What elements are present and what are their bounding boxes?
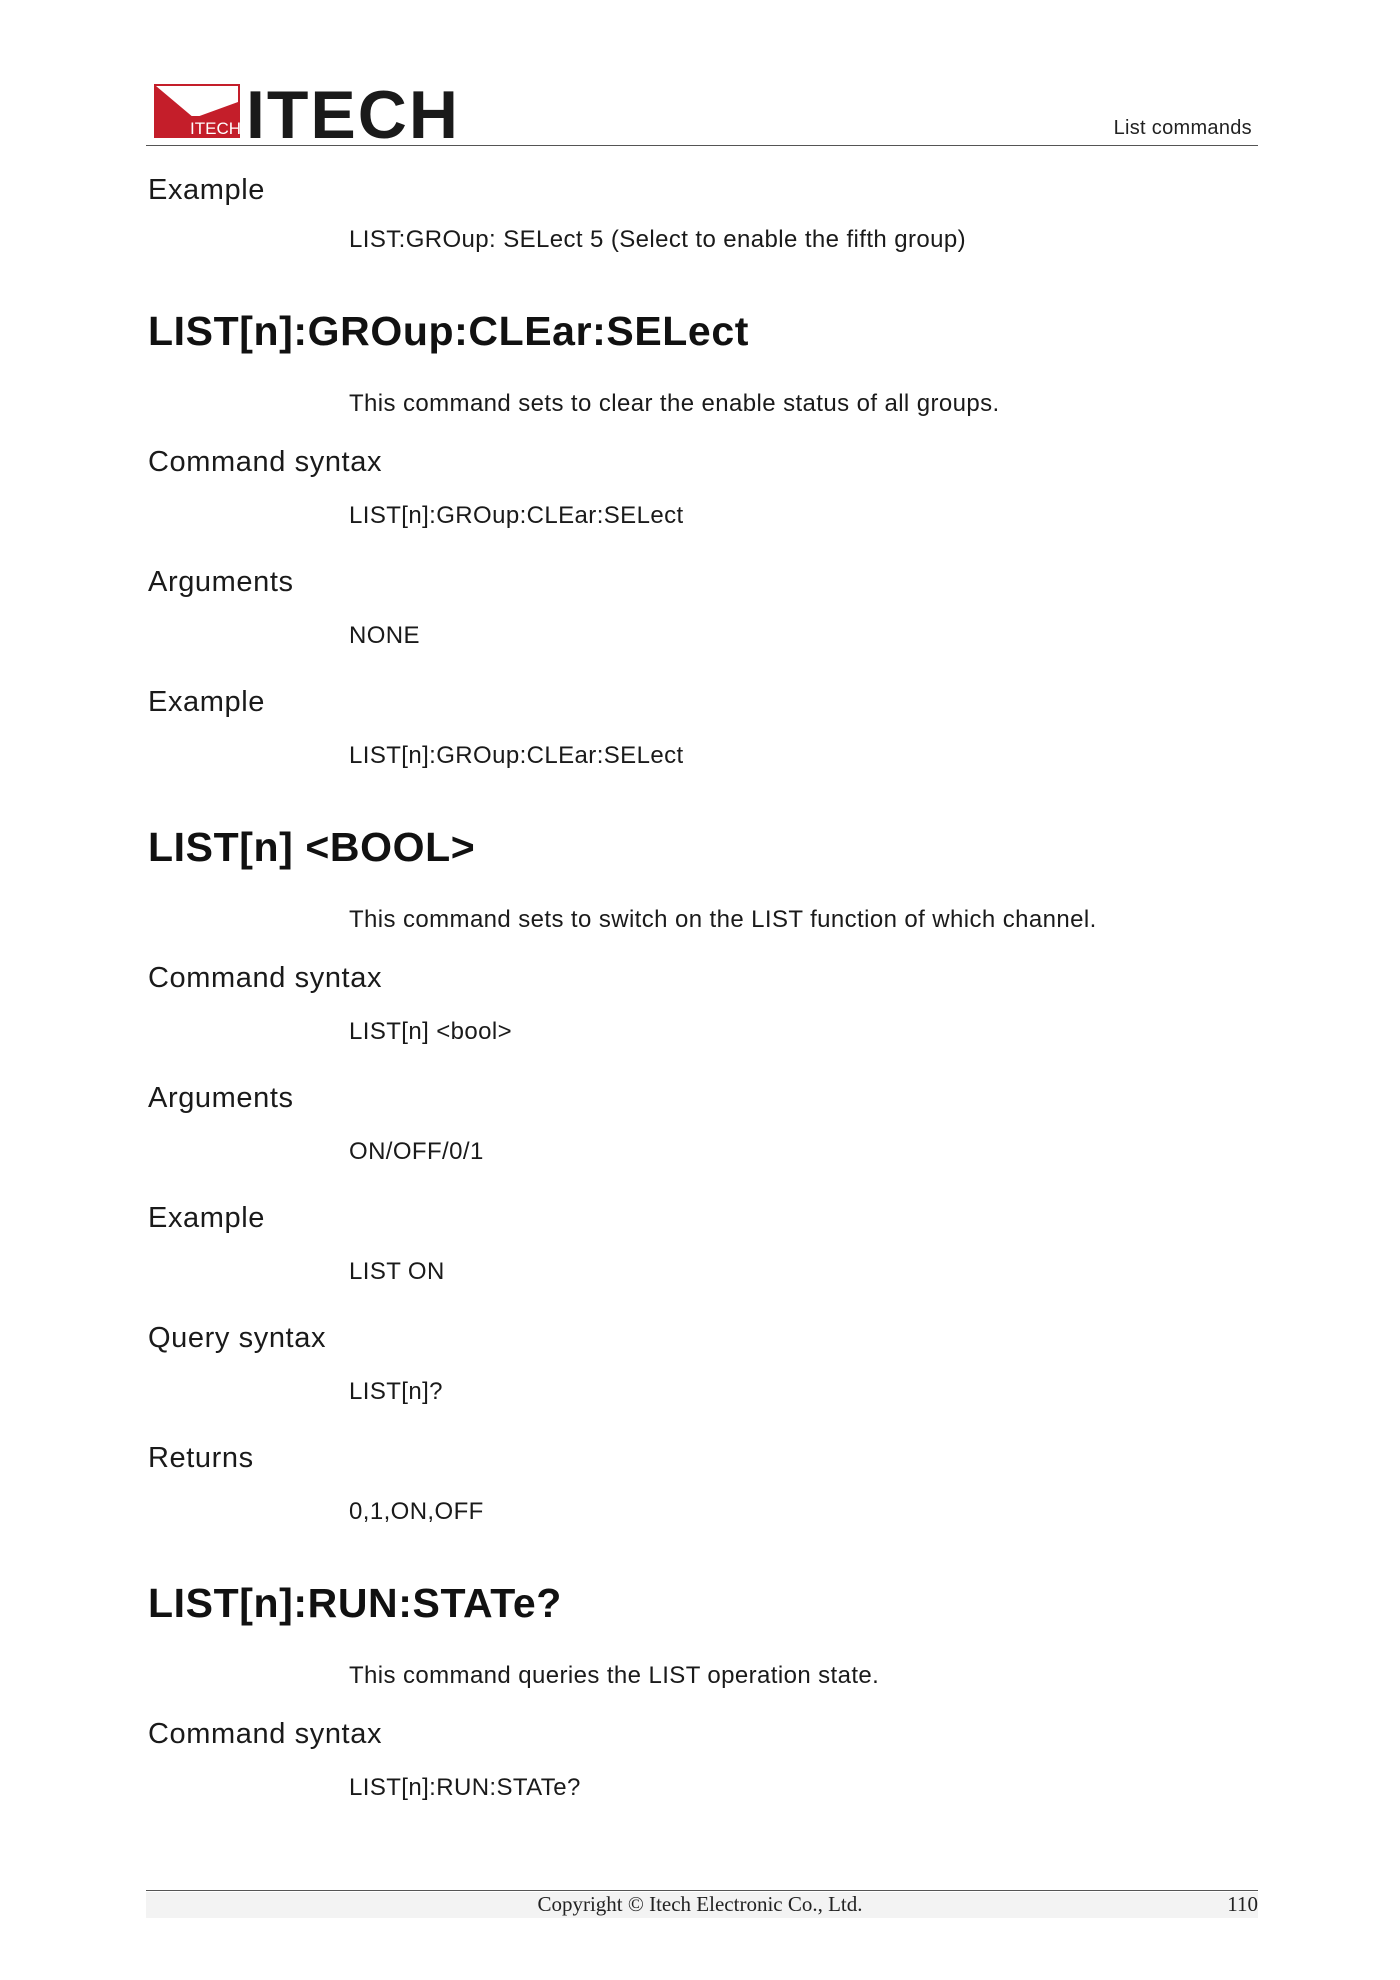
page-number: 110 [1227, 1892, 1258, 1916]
section-label: Arguments [148, 566, 294, 598]
body-text: 0,1,ON,OFF [349, 1498, 484, 1525]
section-label: Command syntax [148, 1718, 383, 1750]
body-text: LIST[n]:GROup:CLEar:SELect [349, 742, 684, 769]
header-section-title: List commands [1113, 117, 1252, 139]
logo-brand-text: ITECH [246, 82, 460, 142]
body-text: LIST:GROup: SELect 5 (Select to enable the fifth group) [349, 226, 966, 253]
body-text: This command queries the LIST operation state. [349, 1662, 880, 1689]
logo-badge-text: ITECH [190, 119, 241, 138]
section-label: Example [148, 1202, 266, 1234]
command-heading: LIST[n]:RUN:STATe? [148, 1580, 562, 1626]
body-text: This command sets to switch on the LIST function of which channel. [349, 906, 1097, 933]
section-label: Arguments [148, 1082, 294, 1114]
body-text: This command sets to clear the enable status of all groups. [349, 390, 1000, 417]
body-text: LIST[n]:GROup:CLEar:SELect [349, 502, 684, 529]
body-text: LIST[n]? [349, 1378, 443, 1405]
section-label: Command syntax [148, 962, 383, 994]
section-label: Example [148, 686, 266, 718]
page-header [146, 82, 1258, 144]
body-text: ON/OFF/0/1 [349, 1138, 484, 1165]
section-label: Query syntax [148, 1322, 327, 1354]
body-text: LIST[n]:RUN:STATe? [349, 1774, 581, 1801]
section-label: Command syntax [148, 446, 383, 478]
command-heading: LIST[n]:GROup:CLEar:SELect [148, 308, 749, 354]
body-text: LIST[n] <bool> [349, 1018, 513, 1045]
header-divider [146, 145, 1258, 146]
body-text: NONE [349, 622, 420, 649]
body-text: LIST ON [349, 1258, 445, 1285]
footer-copyright: Copyright © Itech Electronic Co., Ltd. [537, 1892, 863, 1916]
section-label: Returns [148, 1442, 254, 1474]
itech-logo [154, 82, 474, 142]
command-heading: LIST[n] <BOOL> [148, 824, 476, 870]
footer-divider [146, 1890, 1258, 1891]
section-label: Example [148, 174, 266, 206]
itech-logo-icon [154, 82, 474, 142]
